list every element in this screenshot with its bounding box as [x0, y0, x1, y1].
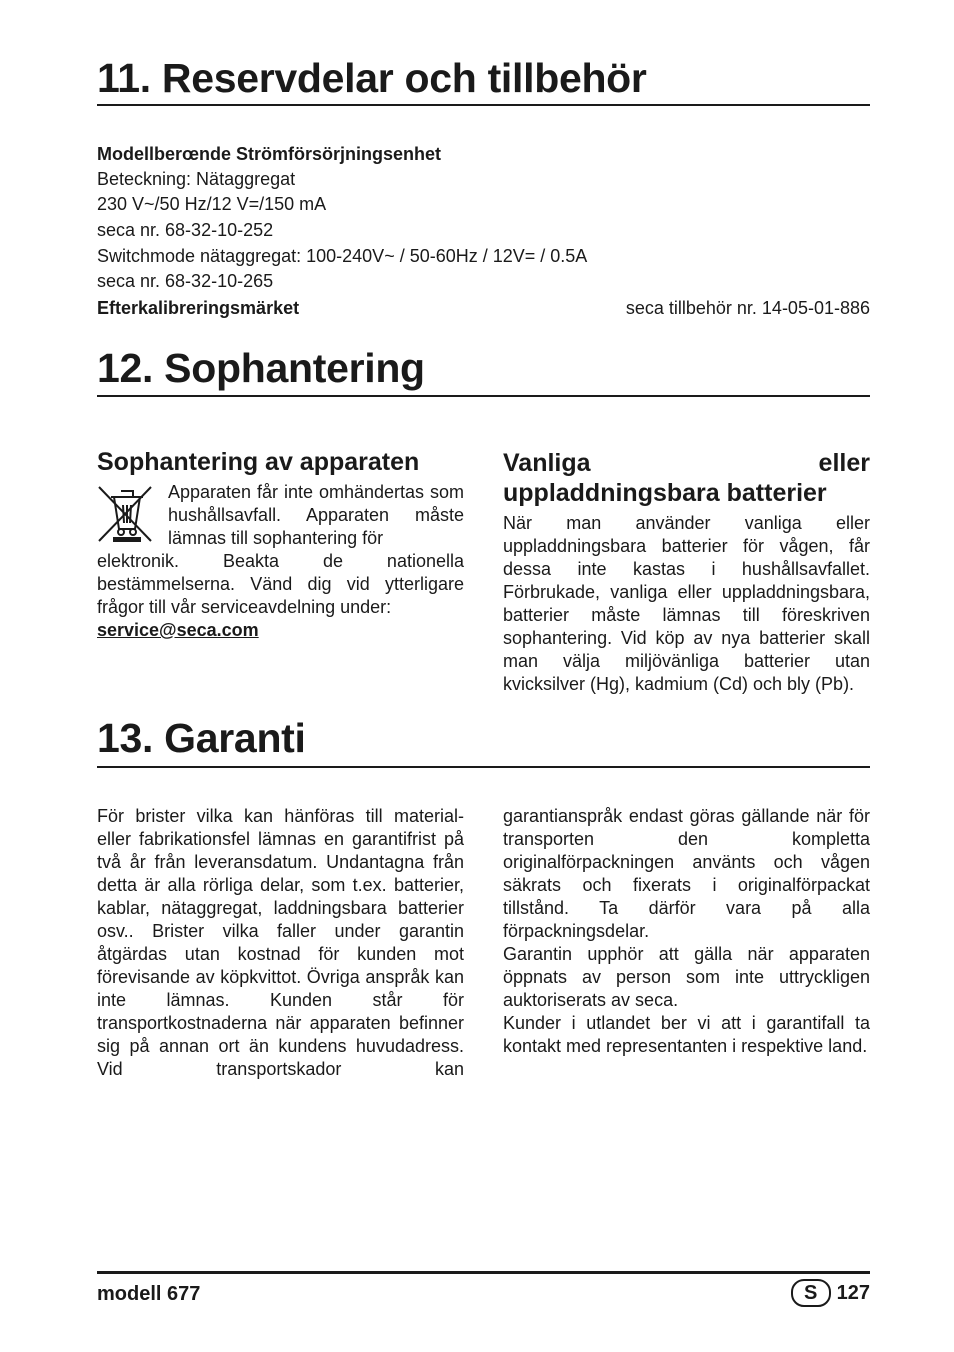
power-supply-heading: Modellberœnde Strömförsörjningsenhet	[97, 144, 442, 164]
batteries-heading: Vanliga eller uppladdningsbara batterier	[503, 449, 870, 507]
spec-line: Beteckning: Nätaggregat	[97, 169, 296, 189]
batteries-text: När man använder vanliga eller uppladdningsbara batterier för vågen, får dessa inte kastas i hushållsavfallet. Förbrukade, vanliga eller uppladdningsbara, batterier måste lämnas till föreskriven sophantering. Vid köp av nya batterier skall man välja miljövänliga batterier utan kvicksilver (Hg), kadmium (Cd) och bly (Pb).	[503, 513, 870, 694]
warranty-text: För brister vilka kan hänföras till material- eller fabrikationsfel lämnas en garantifrist på två år från leveransdatum. Undantagna från detta är alla rörliga delar, som t.ex. batterier, kablar, nätaggregat, laddningsbara batterier osv.. Brister vilka faller under garantin åtgärdas utan kostnad för kunden mot förevisande av köpkvittot. Övriga anspråk kan inte lämnas. Kunden står för transportkostnaderna när apparaten befinner sig på annan ort än kundens huvudadress. Vid transportskador kan	[97, 806, 464, 1079]
section-13-rule	[97, 766, 870, 768]
spec-line: seca nr. 68-32-10-265	[97, 271, 274, 291]
calibration-label: Efterkalibreringsmärket	[97, 298, 300, 318]
footer-rule	[97, 1271, 870, 1274]
calibration-value: seca tillbehör nr. 14-05-01-886	[625, 298, 870, 318]
warranty-left-column	[97, 805, 464, 1081]
footer-page-info	[791, 1279, 870, 1307]
page-number: 127	[836, 1282, 870, 1304]
section-11-rule	[97, 104, 870, 106]
section-12-rule	[97, 395, 870, 397]
spec-line: Switchmode nätaggregat: 100-240V~ / 50-60Hz / 12V= / 0.5A	[97, 246, 588, 266]
footer-model: modell 677	[97, 1283, 201, 1305]
warranty-right-column	[503, 805, 870, 1058]
disposal-device-text-beside-icon	[168, 481, 464, 550]
disposal-device-heading: Sophantering av apparaten	[97, 448, 420, 476]
warranty-paragraph: garantianspråk endast göras gällande när för transporten den kompletta originalförpackningen använts och vågen säkrats och fixerats i originalförpackat tillstånd. Ta därför vara på alla förpackningsdelar.	[503, 806, 870, 941]
language-badge: S	[791, 1279, 831, 1307]
batteries-text-block	[503, 512, 870, 696]
section-13-heading: 13. Garanti	[97, 715, 306, 761]
spec-line: seca nr. 68-32-10-252	[97, 220, 274, 240]
spec-line: 230 V~/50 Hz/12 V=/150 mA	[97, 194, 327, 214]
disposal-device-text-continued	[97, 550, 464, 619]
section-11-heading: 11. Reservdelar och tillbehör	[97, 55, 647, 101]
crossed-out-wheelie-bin-icon	[97, 483, 153, 545]
section-12-heading: 12. Sophantering	[97, 345, 425, 391]
warranty-paragraph: Kunder i utlandet ber vi att i garantifall ta kontakt med representanten i respektive land.	[503, 1013, 870, 1056]
disposal-device-text: Apparaten får inte omhändertas som hushållsavfall. Apparaten måste lämnas till sophantering för	[168, 482, 464, 548]
disposal-device-text: elektronik. Beakta de nationella bestämmelserna. Vänd dig vid ytterligare frågor till vår serviceavdelning under:	[97, 551, 464, 617]
service-email-link[interactable]: service@seca.com	[97, 620, 259, 640]
warranty-paragraph: Garantin upphör att gälla när apparaten öppnats av person som inte uttryckligen auktoriserats av seca.	[503, 944, 870, 1010]
